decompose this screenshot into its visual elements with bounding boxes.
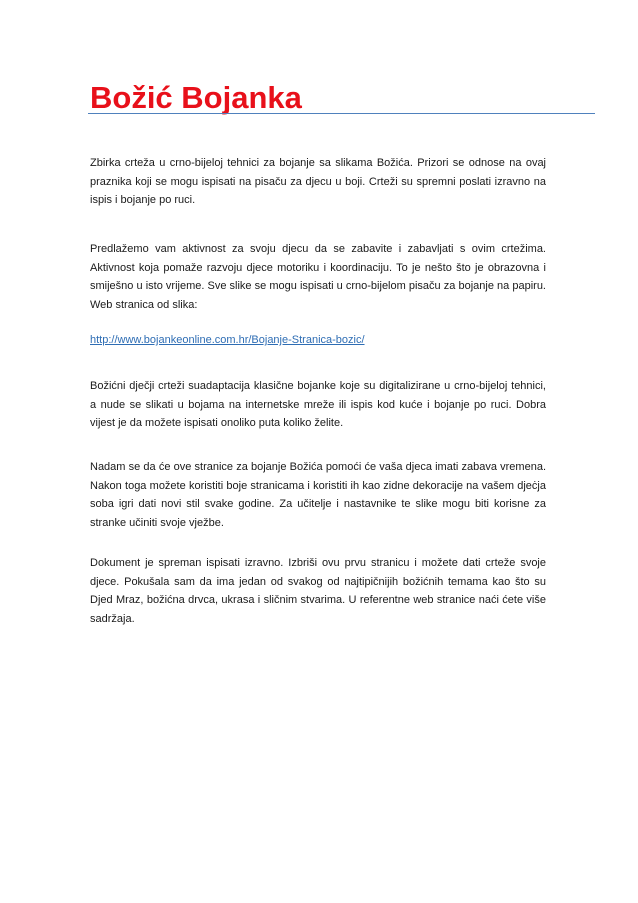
paragraph-activity: Predlažemo vam aktivnost za svoju djecu da se zabavite i zabavljati s ovim crtežima. Aktivnost koja pomaže razvoju djece motoriku i koordinaciju. To je nešto što je obrazovna i smiješno u isto vrijeme. Sve slike se mogu ispisati u crno-bijelom pisaču za bojanje na papiru. Web stranica od slika: bbox=[90, 243, 546, 311]
document-title: Božić Bojanka bbox=[90, 80, 302, 115]
title-underline-rule bbox=[88, 113, 595, 114]
paragraph-intro: Zbirka crteža u crno-bijeloj tehnici za bojanje sa slikama Božića. Prizori se odnose na ovaj praznika koji se mogu ispisati na pisaču za djecu u boji. Crteži su spremni poslati izravno na ispis i bojanje po ruci. bbox=[90, 157, 546, 206]
paragraph-adaptation: Božićni dječji crteži suadaptacija klasične bojanke koje su digitalizirane u crno-bijeloj tehnici, a nude se slikati u bojama na internetske mreže ili ispis kod kuće i bojanje po ruci. Dobra vijest je da možete ispisati onoliko puta koliko želite. bbox=[90, 380, 546, 429]
paragraph-hope: Nadam se da će ove stranice za bojanje Božića pomoći će vaša djeca imati zabava vremena. Nakon toga možete koristiti boje stranicama i koristiti ih kao zidne dekoracije na vašem djeċja soba igri dati novi stil svake godine. Za učitelje i nastavnike te slike mogu biti korisne za stranke učiniti svoje vježbe. bbox=[90, 461, 546, 529]
website-link[interactable]: http://www.bojankeonline.com.hr/Bojanje-Stranica-bozic/ bbox=[90, 334, 365, 346]
link-paragraph bbox=[90, 331, 546, 350]
paragraph-ready: Dokument je spreman ispisati izravno. Izbriši ovu prvu stranicu i možete dati crteže svoje djece. Pokušala sam da ima jedan od svakog od najtipičnijih božićnih temama kao što su Djed Mraz, božićna drvca, ukrasa i sličnim stvarima. U referentne web stranice naći ćete više sadržaja. bbox=[90, 557, 546, 625]
